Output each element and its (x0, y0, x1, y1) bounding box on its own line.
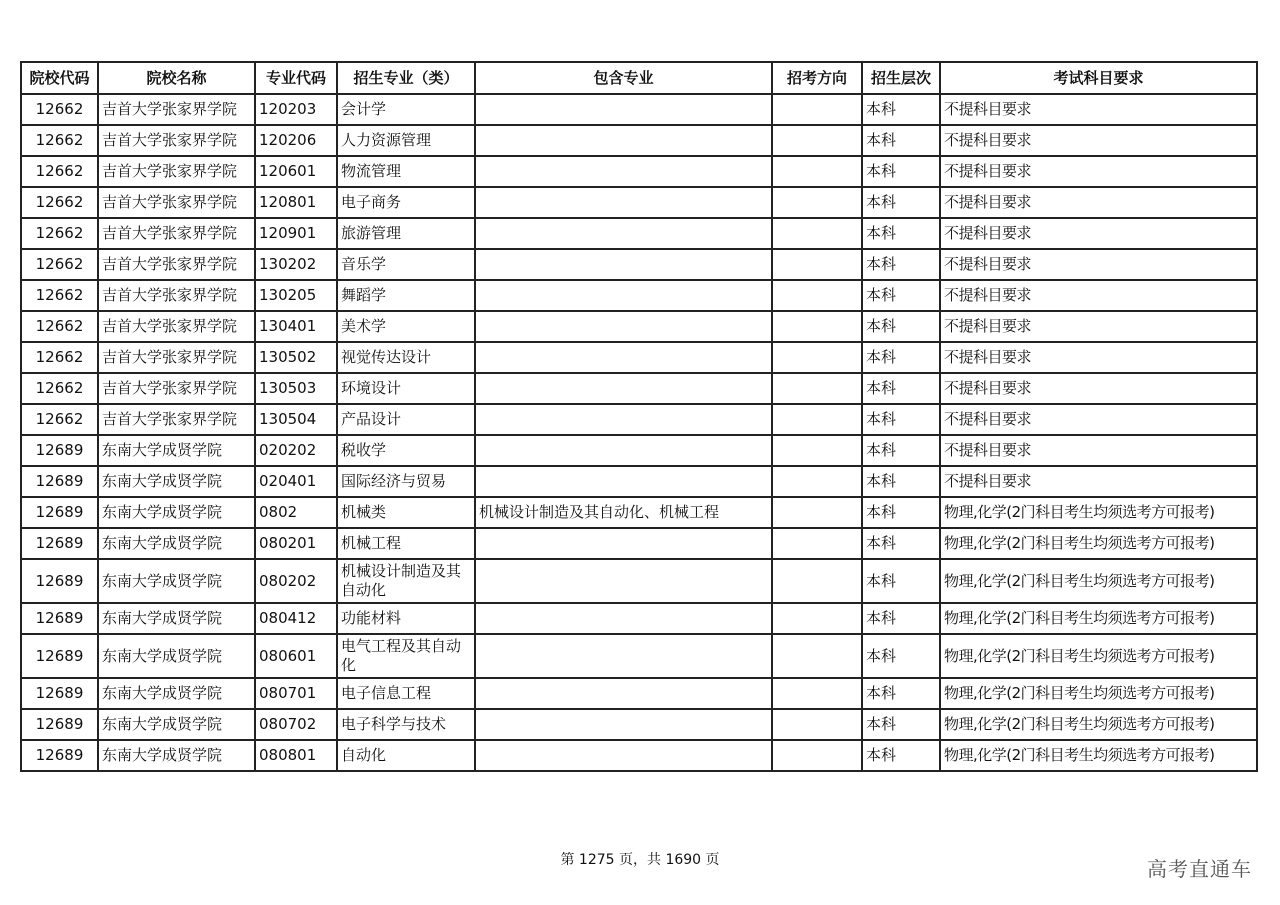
cell-school-code: 12662 (21, 280, 98, 311)
cell-major-code: 080702 (255, 709, 337, 740)
table-row (21, 603, 1257, 634)
cell-major-code: 120203 (255, 94, 337, 125)
cell-direction (772, 373, 862, 404)
cell-major-code: 120901 (255, 218, 337, 249)
cell-major: 人力资源管理 (337, 125, 475, 156)
cell-major: 自动化 (337, 740, 475, 771)
cell-major: 会计学 (337, 94, 475, 125)
cell-included-majors (475, 404, 772, 435)
cell-school-code: 12662 (21, 373, 98, 404)
cell-school-code: 12662 (21, 187, 98, 218)
cell-direction (772, 497, 862, 528)
header-direction: 招考方向 (772, 62, 862, 94)
cell-major-code: 130504 (255, 404, 337, 435)
table-row (21, 218, 1257, 249)
cell-level: 本科 (862, 373, 940, 404)
cell-school-code: 12689 (21, 497, 98, 528)
cell-direction (772, 435, 862, 466)
cell-major-code: 120206 (255, 125, 337, 156)
header-level: 招生层次 (862, 62, 940, 94)
cell-included-majors (475, 249, 772, 280)
cell-included-majors (475, 709, 772, 740)
cell-subject-requirement: 物理,化学(2门科目考生均须选考方可报考) (940, 497, 1257, 528)
cell-direction (772, 603, 862, 634)
cell-major: 音乐学 (337, 249, 475, 280)
header-included-majors: 包含专业 (475, 62, 772, 94)
table-row (21, 678, 1257, 709)
cell-major-code: 120601 (255, 156, 337, 187)
cell-included-majors (475, 466, 772, 497)
cell-major-code: 0802 (255, 497, 337, 528)
cell-school-name: 吉首大学张家界学院 (98, 156, 255, 187)
cell-school-name: 吉首大学张家界学院 (98, 342, 255, 373)
cell-direction (772, 280, 862, 311)
cell-subject-requirement: 物理,化学(2门科目考生均须选考方可报考) (940, 709, 1257, 740)
cell-major: 视觉传达设计 (337, 342, 475, 373)
cell-major: 环境设计 (337, 373, 475, 404)
cell-school-code: 12689 (21, 740, 98, 771)
cell-subject-requirement: 物理,化学(2门科目考生均须选考方可报考) (940, 559, 1257, 603)
cell-major: 国际经济与贸易 (337, 466, 475, 497)
cell-included-majors (475, 678, 772, 709)
cell-subject-requirement: 物理,化学(2门科目考生均须选考方可报考) (940, 678, 1257, 709)
cell-direction (772, 740, 862, 771)
cell-major-code: 080801 (255, 740, 337, 771)
cell-level: 本科 (862, 218, 940, 249)
cell-major-code: 130205 (255, 280, 337, 311)
header-subject-requirement: 考试科目要求 (940, 62, 1257, 94)
cell-school-code: 12662 (21, 342, 98, 373)
cell-school-code: 12689 (21, 466, 98, 497)
cell-subject-requirement: 物理,化学(2门科目考生均须选考方可报考) (940, 528, 1257, 559)
header-major: 招生专业（类） (337, 62, 475, 94)
header-school-name: 院校名称 (98, 62, 255, 94)
cell-direction (772, 94, 862, 125)
cell-subject-requirement: 物理,化学(2门科目考生均须选考方可报考) (940, 634, 1257, 678)
cell-level: 本科 (862, 466, 940, 497)
cell-level: 本科 (862, 125, 940, 156)
cell-included-majors (475, 528, 772, 559)
cell-level: 本科 (862, 740, 940, 771)
cell-major-code: 080201 (255, 528, 337, 559)
cell-direction (772, 466, 862, 497)
table-row (21, 404, 1257, 435)
cell-school-code: 12662 (21, 218, 98, 249)
cell-included-majors (475, 94, 772, 125)
page-number: 第 1275 页，共 1690 页 (560, 852, 720, 868)
cell-major-code: 020401 (255, 466, 337, 497)
cell-included-majors (475, 559, 772, 603)
cell-school-code: 12662 (21, 311, 98, 342)
table-row (21, 528, 1257, 559)
cell-included-majors (475, 187, 772, 218)
cell-subject-requirement: 不提科目要求 (940, 218, 1257, 249)
cell-major: 电气工程及其自动化 (337, 634, 475, 678)
cell-subject-requirement: 不提科目要求 (940, 249, 1257, 280)
cell-subject-requirement: 物理,化学(2门科目考生均须选考方可报考) (940, 603, 1257, 634)
cell-direction (772, 249, 862, 280)
cell-direction (772, 634, 862, 678)
cell-included-majors (475, 342, 772, 373)
cell-subject-requirement: 不提科目要求 (940, 125, 1257, 156)
cell-subject-requirement: 不提科目要求 (940, 373, 1257, 404)
cell-level: 本科 (862, 187, 940, 218)
cell-school-code: 12689 (21, 678, 98, 709)
table-row (21, 559, 1257, 603)
cell-major: 电子信息工程 (337, 678, 475, 709)
cell-level: 本科 (862, 528, 940, 559)
header-school-code: 院校代码 (21, 62, 98, 94)
cell-school-name: 吉首大学张家界学院 (98, 249, 255, 280)
table-row (21, 156, 1257, 187)
cell-major: 税收学 (337, 435, 475, 466)
cell-level: 本科 (862, 435, 940, 466)
cell-school-code: 12689 (21, 634, 98, 678)
cell-included-majors (475, 218, 772, 249)
cell-included-majors (475, 280, 772, 311)
cell-school-name: 东南大学成贤学院 (98, 435, 255, 466)
table-row (21, 94, 1257, 125)
cell-included-majors (475, 125, 772, 156)
cell-included-majors (475, 311, 772, 342)
cell-school-name: 东南大学成贤学院 (98, 678, 255, 709)
cell-school-name: 东南大学成贤学院 (98, 603, 255, 634)
cell-level: 本科 (862, 709, 940, 740)
table-row (21, 311, 1257, 342)
cell-direction (772, 187, 862, 218)
cell-level: 本科 (862, 603, 940, 634)
cell-included-majors (475, 740, 772, 771)
cell-included-majors (475, 156, 772, 187)
cell-school-name: 东南大学成贤学院 (98, 559, 255, 603)
table-row (21, 373, 1257, 404)
table-row (21, 125, 1257, 156)
table-body (21, 94, 1257, 771)
cell-major-code: 080412 (255, 603, 337, 634)
admissions-table (20, 61, 1258, 772)
cell-direction (772, 678, 862, 709)
cell-major-code: 130202 (255, 249, 337, 280)
cell-direction (772, 528, 862, 559)
cell-school-name: 吉首大学张家界学院 (98, 187, 255, 218)
watermark-text: 高考直通车 (1147, 857, 1252, 881)
cell-school-name: 吉首大学张家界学院 (98, 404, 255, 435)
cell-school-code: 12689 (21, 603, 98, 634)
cell-major: 功能材料 (337, 603, 475, 634)
cell-school-code: 12662 (21, 404, 98, 435)
cell-major-code: 080601 (255, 634, 337, 678)
cell-level: 本科 (862, 404, 940, 435)
cell-level: 本科 (862, 559, 940, 603)
cell-subject-requirement: 不提科目要求 (940, 435, 1257, 466)
cell-subject-requirement: 不提科目要求 (940, 156, 1257, 187)
header-major-code: 专业代码 (255, 62, 337, 94)
cell-included-majors (475, 603, 772, 634)
cell-major: 物流管理 (337, 156, 475, 187)
table-row (21, 342, 1257, 373)
cell-major-code: 130503 (255, 373, 337, 404)
cell-school-name: 吉首大学张家界学院 (98, 125, 255, 156)
cell-school-name: 东南大学成贤学院 (98, 497, 255, 528)
cell-major: 机械工程 (337, 528, 475, 559)
cell-school-name: 东南大学成贤学院 (98, 466, 255, 497)
cell-major: 机械类 (337, 497, 475, 528)
cell-level: 本科 (862, 156, 940, 187)
cell-school-code: 12689 (21, 709, 98, 740)
cell-school-name: 吉首大学张家界学院 (98, 218, 255, 249)
cell-major: 舞蹈学 (337, 280, 475, 311)
cell-school-code: 12662 (21, 94, 98, 125)
cell-major: 旅游管理 (337, 218, 475, 249)
cell-direction (772, 709, 862, 740)
cell-subject-requirement: 不提科目要求 (940, 404, 1257, 435)
cell-school-name: 吉首大学张家界学院 (98, 311, 255, 342)
cell-major-code: 080701 (255, 678, 337, 709)
cell-direction (772, 125, 862, 156)
cell-school-code: 12662 (21, 156, 98, 187)
cell-school-code: 12689 (21, 435, 98, 466)
cell-major-code: 080202 (255, 559, 337, 603)
cell-level: 本科 (862, 280, 940, 311)
table-row (21, 740, 1257, 771)
cell-major: 产品设计 (337, 404, 475, 435)
table-row (21, 634, 1257, 678)
cell-school-name: 东南大学成贤学院 (98, 528, 255, 559)
cell-level: 本科 (862, 311, 940, 342)
table-row (21, 466, 1257, 497)
table-header-row (21, 62, 1257, 94)
cell-major: 美术学 (337, 311, 475, 342)
cell-subject-requirement: 不提科目要求 (940, 311, 1257, 342)
cell-school-code: 12662 (21, 125, 98, 156)
table-row (21, 435, 1257, 466)
cell-school-name: 东南大学成贤学院 (98, 634, 255, 678)
cell-included-majors (475, 373, 772, 404)
cell-level: 本科 (862, 634, 940, 678)
cell-level: 本科 (862, 94, 940, 125)
cell-major-code: 130401 (255, 311, 337, 342)
cell-direction (772, 404, 862, 435)
table-row (21, 497, 1257, 528)
cell-major-code: 020202 (255, 435, 337, 466)
cell-level: 本科 (862, 342, 940, 373)
cell-subject-requirement: 不提科目要求 (940, 342, 1257, 373)
cell-direction (772, 218, 862, 249)
cell-school-name: 吉首大学张家界学院 (98, 94, 255, 125)
cell-school-name: 吉首大学张家界学院 (98, 373, 255, 404)
cell-direction (772, 311, 862, 342)
cell-direction (772, 342, 862, 373)
cell-school-name: 东南大学成贤学院 (98, 740, 255, 771)
table-row (21, 280, 1257, 311)
cell-included-majors (475, 634, 772, 678)
cell-major: 电子科学与技术 (337, 709, 475, 740)
cell-direction (772, 559, 862, 603)
cell-subject-requirement: 不提科目要求 (940, 466, 1257, 497)
cell-school-code: 12689 (21, 528, 98, 559)
table-row (21, 709, 1257, 740)
cell-direction (772, 156, 862, 187)
cell-subject-requirement: 不提科目要求 (940, 187, 1257, 218)
cell-school-code: 12689 (21, 559, 98, 603)
cell-school-name: 吉首大学张家界学院 (98, 280, 255, 311)
cell-level: 本科 (862, 249, 940, 280)
cell-school-code: 12662 (21, 249, 98, 280)
cell-subject-requirement: 不提科目要求 (940, 280, 1257, 311)
cell-level: 本科 (862, 678, 940, 709)
cell-major: 电子商务 (337, 187, 475, 218)
table-row (21, 249, 1257, 280)
cell-subject-requirement: 物理,化学(2门科目考生均须选考方可报考) (940, 740, 1257, 771)
cell-school-name: 东南大学成贤学院 (98, 709, 255, 740)
cell-subject-requirement: 不提科目要求 (940, 94, 1257, 125)
cell-major-code: 120801 (255, 187, 337, 218)
cell-major: 机械设计制造及其自动化 (337, 559, 475, 603)
cell-level: 本科 (862, 497, 940, 528)
table-row (21, 187, 1257, 218)
cell-included-majors (475, 435, 772, 466)
cell-major-code: 130502 (255, 342, 337, 373)
cell-included-majors: 机械设计制造及其自动化、机械工程 (475, 497, 772, 528)
